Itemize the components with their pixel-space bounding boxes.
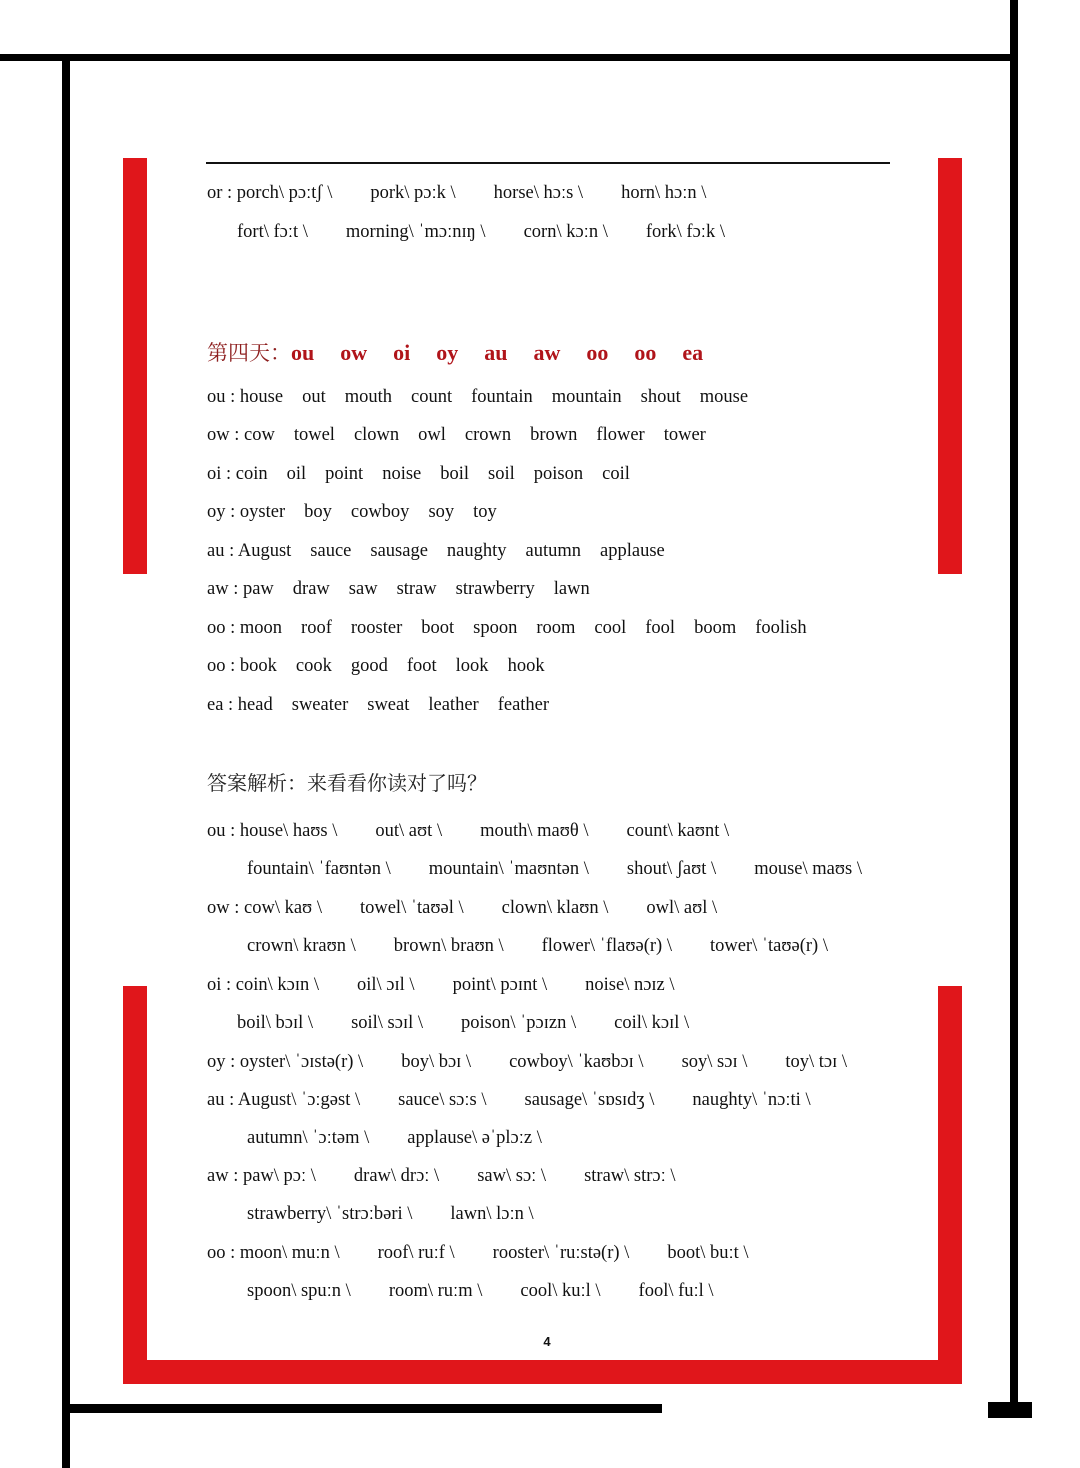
phonetic-entry: mountain\ ˈmaʊntən \	[428, 859, 589, 879]
vocabulary-word: autumn	[525, 541, 582, 561]
vocabulary-word: clown	[353, 425, 400, 445]
frame-bottom-right-block	[988, 1402, 1032, 1418]
frame-bottom-line	[62, 1404, 662, 1413]
text-row	[207, 1047, 847, 1077]
text-row	[207, 459, 630, 489]
text-row	[207, 497, 497, 527]
text-row	[247, 854, 862, 884]
vocabulary-word: room	[536, 618, 576, 638]
vocabulary-word: spoon	[473, 618, 518, 638]
phonetic-entry: oi : coin\ kɔɪn \	[207, 975, 320, 995]
header-rule	[206, 162, 890, 164]
red-bar-bottom	[123, 1360, 962, 1384]
vocabulary-word: oo : book	[207, 656, 277, 676]
phonetic-entry: flower\ ˈflaʊə(r) \	[541, 936, 672, 956]
frame-top-line	[0, 54, 1018, 61]
vocabulary-word: ow : cow	[207, 425, 275, 445]
phonetic-entry: owl\ aʊl \	[646, 898, 718, 918]
vocabulary-word: ea : head	[207, 695, 273, 715]
phonetic-entry: naughty\ ˈnɔːti \	[692, 1090, 811, 1110]
vocabulary-word: mouth	[344, 387, 392, 407]
vocabulary-word: leather	[428, 695, 479, 715]
red-bar-bottom-right	[938, 986, 962, 1384]
text-row	[207, 1161, 676, 1191]
vocabulary-word: count	[410, 387, 453, 407]
text-row	[207, 970, 675, 1000]
vocabulary-word: oi : coin	[207, 464, 268, 484]
text-row	[207, 651, 545, 681]
vocabulary-word: shout	[640, 387, 681, 407]
vocabulary-word: toy	[473, 502, 497, 522]
phonetic-entry: mouse\ maʊs \	[754, 859, 862, 879]
text-row	[207, 1238, 749, 1268]
phonetic-entry: crown\ kraʊn \	[247, 936, 356, 956]
vocabulary-word: lawn	[553, 579, 590, 599]
vocabulary-word: good	[350, 656, 388, 676]
phonics-pattern: ow	[340, 340, 368, 365]
text-row	[247, 931, 828, 961]
phonetic-entry: shout\ ʃaʊt \	[626, 859, 717, 879]
frame-left-line	[62, 54, 70, 1468]
phonetic-entry: sausage\ ˈsɒsɪdʒ \	[524, 1090, 655, 1110]
vocabulary-word: mountain	[551, 387, 622, 407]
phonics-pattern: oy	[436, 340, 459, 365]
phonetic-entry: soy\ sɔɪ \	[681, 1052, 748, 1072]
vocabulary-word: cowboy	[350, 502, 410, 522]
vocabulary-word: look	[455, 656, 489, 676]
text-row	[207, 893, 717, 923]
vocabulary-word: fountain	[471, 387, 533, 407]
phonetic-entry: ou : house\ haʊs \	[207, 821, 338, 841]
vocabulary-word: flower	[596, 425, 645, 445]
vocabulary-word: soy	[428, 502, 455, 522]
phonetic-entry: corn\ kɔːn \	[523, 222, 608, 242]
vocabulary-word: tower	[663, 425, 706, 445]
phonetic-entry: lawn\ lɔːn \	[450, 1204, 534, 1224]
answer-section-title: 答案解析：来看看你读对了吗？	[207, 771, 487, 795]
text-row	[207, 1085, 811, 1115]
red-bar-top-left	[123, 158, 147, 574]
text-row	[207, 690, 549, 720]
phonetic-entry: horn\ hɔːn \	[621, 183, 707, 203]
phonics-list	[291, 340, 703, 365]
day-four-title	[207, 336, 703, 370]
vocabulary-word: owl	[418, 425, 446, 445]
phonetic-entry: fort\ fɔːt \	[237, 222, 308, 242]
phonetic-entry: count\ kaʊnt \	[626, 821, 730, 841]
text-row	[207, 178, 706, 208]
vocabulary-word: sweater	[291, 695, 349, 715]
phonetic-entry: oil\ ɔɪl \	[357, 975, 415, 995]
phonetic-entry: oo : moon\ muːn \	[207, 1243, 340, 1263]
phonetic-entry: clown\ klaʊn \	[501, 898, 609, 918]
phonetic-entry: strawberry\ ˈstrɔːbəri \	[247, 1204, 413, 1224]
red-bar-bottom-left	[123, 986, 147, 1384]
phonetic-entry: roof\ ruːf \	[377, 1243, 455, 1263]
text-row	[237, 217, 725, 247]
vocabulary-word: coil	[602, 464, 630, 484]
phonetic-entry: boil\ bɔɪl \	[237, 1013, 314, 1033]
page-number: 4	[543, 1334, 551, 1349]
vocabulary-word: sausage	[370, 541, 428, 561]
phonetic-entry: tower\ ˈtaʊə(r) \	[709, 936, 828, 956]
phonetic-entry: spoon\ spuːn \	[247, 1281, 351, 1301]
vocabulary-word: oy : oyster	[207, 502, 286, 522]
vocabulary-word: saw	[348, 579, 378, 599]
vocabulary-word: noise	[382, 464, 422, 484]
phonetic-entry: mouth\ maʊθ \	[480, 821, 589, 841]
phonetic-entry: autumn\ ˈɔːtəm \	[247, 1128, 370, 1148]
vocabulary-word: sweat	[367, 695, 410, 715]
phonics-pattern: oi	[393, 340, 411, 365]
vocabulary-word: ou : house	[207, 387, 284, 407]
vocabulary-word: out	[302, 387, 326, 407]
phonetic-entry: point\ pɔɪnt \	[452, 975, 548, 995]
phonetic-entry: au : August\ ˈɔːgəst \	[207, 1090, 361, 1110]
phonetic-entry: morning\ ˈmɔːnɪŋ \	[345, 222, 486, 242]
phonics-pattern: aw	[533, 340, 561, 365]
text-row	[207, 574, 590, 604]
vocabulary-word: boom	[694, 618, 737, 638]
vocabulary-word: au : August	[207, 541, 292, 561]
phonetic-entry: soil\ sɔɪl \	[351, 1013, 424, 1033]
phonetic-entry: straw\ strɔː \	[584, 1166, 676, 1186]
vocabulary-word: brown	[530, 425, 578, 445]
frame-right-line	[1010, 0, 1018, 1410]
text-row	[247, 1276, 714, 1306]
phonetic-entry: cool\ kuːl \	[520, 1281, 601, 1301]
phonetic-entry: out\ aʊt \	[375, 821, 443, 841]
phonetic-entry: sauce\ sɔːs \	[398, 1090, 487, 1110]
vocabulary-word: boot	[421, 618, 455, 638]
phonetic-entry: aw : paw\ pɔː \	[207, 1166, 316, 1186]
vocabulary-word: fool	[645, 618, 676, 638]
phonetic-entry: boy\ bɔɪ \	[401, 1052, 472, 1072]
phonetic-entry: poison\ ˈpɔɪzn \	[461, 1013, 577, 1033]
phonics-pattern: oo	[634, 340, 657, 365]
vocabulary-word: cook	[295, 656, 332, 676]
vocabulary-word: aw : paw	[207, 579, 274, 599]
text-row	[247, 1199, 534, 1229]
phonetic-entry: oy : oyster\ ˈɔɪstə(r) \	[207, 1052, 364, 1072]
phonetic-entry: coil\ kɔɪl \	[614, 1013, 690, 1033]
phonetic-entry: toy\ tɔɪ \	[785, 1052, 848, 1072]
phonetic-entry: brown\ braʊn \	[393, 936, 504, 956]
phonetic-entry: boot\ buːt \	[667, 1243, 749, 1263]
phonetic-entry: pork\ pɔːk \	[370, 183, 456, 203]
phonics-pattern: ou	[291, 340, 315, 365]
vocabulary-word: draw	[292, 579, 330, 599]
phonetic-entry: cowboy\ ˈkaʊbɔɪ \	[509, 1052, 644, 1072]
text-row	[207, 816, 729, 846]
vocabulary-word: rooster	[350, 618, 403, 638]
phonics-pattern: oo	[586, 340, 609, 365]
vocabulary-word: soil	[488, 464, 515, 484]
phonetic-entry: fountain\ ˈfaʊntən \	[247, 859, 391, 879]
vocabulary-word: oil	[286, 464, 307, 484]
red-bar-top-right	[938, 158, 962, 574]
phonetic-entry: or : porch\ pɔːtʃ \	[207, 183, 333, 203]
text-row	[237, 1008, 689, 1038]
vocabulary-word: straw	[396, 579, 437, 599]
vocabulary-word: applause	[600, 541, 665, 561]
text-row	[247, 1123, 542, 1153]
text-row	[207, 613, 807, 643]
vocabulary-word: oo : moon	[207, 618, 283, 638]
phonetic-entry: rooster\ ˈruːstə(r) \	[492, 1243, 630, 1263]
phonetic-entry: noise\ nɔɪz \	[585, 975, 675, 995]
vocabulary-word: foolish	[755, 618, 807, 638]
vocabulary-word: strawberry	[455, 579, 535, 599]
text-row	[207, 382, 748, 412]
vocabulary-word: towel	[293, 425, 335, 445]
phonics-pattern: ea	[682, 340, 704, 365]
vocabulary-word: roof	[301, 618, 332, 638]
phonics-pattern: au	[484, 340, 508, 365]
phonetic-entry: applause\ əˈplɔːz \	[407, 1128, 542, 1148]
phonetic-entry: saw\ sɔː \	[477, 1166, 547, 1186]
vocabulary-word: point	[325, 464, 364, 484]
vocabulary-word: crown	[464, 425, 512, 445]
vocabulary-word: cool	[594, 618, 627, 638]
phonetic-entry: fool\ fuːl \	[638, 1281, 714, 1301]
vocabulary-word: foot	[406, 656, 437, 676]
vocabulary-word: boil	[440, 464, 470, 484]
phonetic-entry: room\ ruːm \	[388, 1281, 483, 1301]
phonetic-entry: towel\ ˈtaʊəl \	[359, 898, 464, 918]
vocabulary-word: naughty	[446, 541, 507, 561]
vocabulary-word: hook	[507, 656, 545, 676]
day-four-label: 第四天：	[207, 341, 291, 365]
text-row	[207, 536, 665, 566]
phonetic-entry: horse\ hɔːs \	[493, 183, 584, 203]
page-header-text	[470, 122, 630, 144]
vocabulary-word: mouse	[699, 387, 749, 407]
phonetic-entry: draw\ drɔː \	[353, 1166, 440, 1186]
vocabulary-word: poison	[533, 464, 584, 484]
vocabulary-word: sauce	[310, 541, 352, 561]
vocabulary-word: feather	[497, 695, 550, 715]
phonetic-entry: ow : cow\ kaʊ \	[207, 898, 322, 918]
text-row	[207, 420, 706, 450]
phonetic-entry: fork\ fɔːk \	[645, 222, 725, 242]
vocabulary-word: boy	[304, 502, 332, 522]
